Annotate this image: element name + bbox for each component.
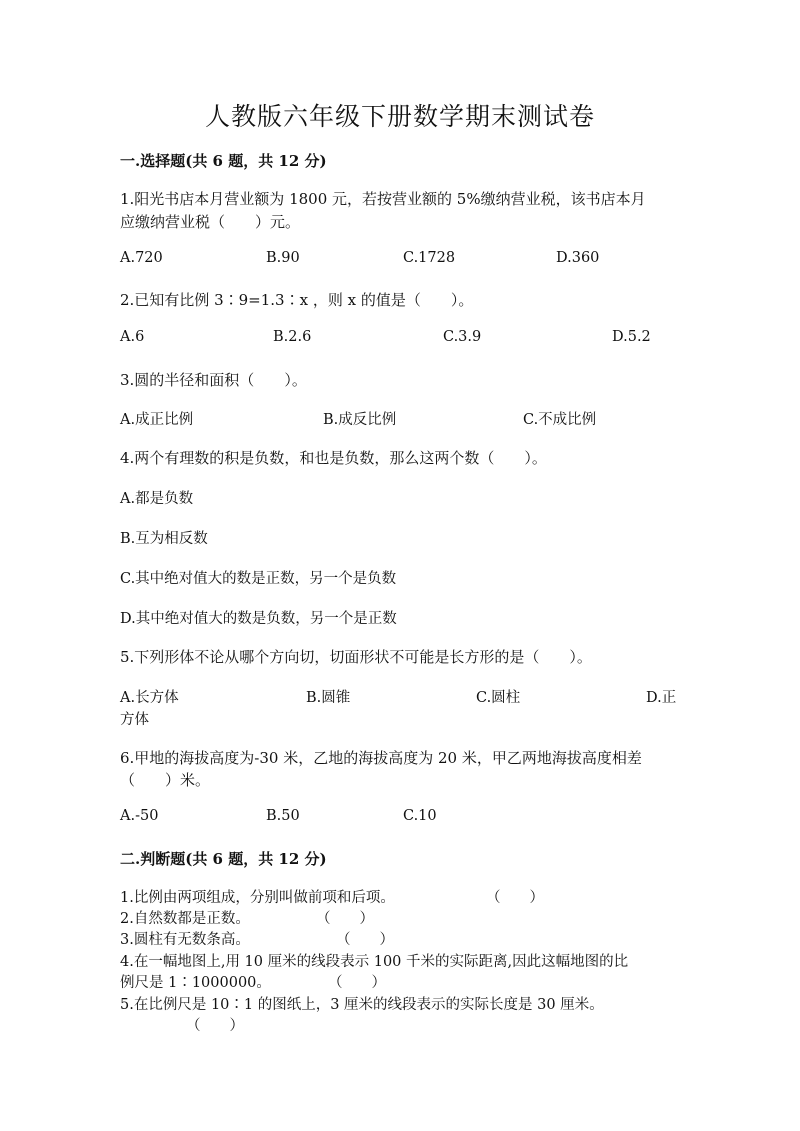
q6-option-c: C.10: [403, 808, 437, 824]
q5-option-d: D.正: [646, 690, 677, 706]
q6-option-a: A.-50: [120, 808, 159, 824]
question-6-line-2: （ ）米。: [120, 771, 211, 789]
question-6-line-1: 6.甲地的海拔高度为-30 米，乙地的海拔高度为 20 米，甲乙两地海拔高度相差: [120, 749, 642, 767]
section-heading-judgement: 二.判断题(共 6 题，共 12 分): [120, 850, 327, 868]
q1-option-c: C.1728: [403, 250, 456, 266]
tf-item-3-text: 3.圆柱有无数条高。: [120, 932, 250, 948]
q2-option-b: B.2.6: [273, 329, 312, 345]
q4-option-b: B.互为相反数: [120, 531, 208, 547]
q2-option-c: C.3.9: [443, 329, 482, 345]
question-1-line-2: 应缴纳营业税（ ）元。: [120, 213, 301, 231]
tf-item-4-text: 4.在一幅地图上,用 10 厘米的线段表示 100 千米的实际距离,因此这幅地图的比: [120, 954, 629, 970]
q3-option-b: B.成反比例: [323, 412, 397, 428]
section-heading-choice: 一.选择题(共 6 题，共 12 分): [120, 152, 327, 170]
q1-option-d: D.360: [556, 250, 600, 266]
question-2-line-1: 2.已知有比例 3∶9=1.3∶x ，则 x 的值是（ ）。: [120, 291, 474, 309]
q2-option-a: A.6: [120, 329, 145, 345]
q5-option-b: B.圆锥: [306, 690, 351, 706]
tf-item-1-text: 1.比例由两项组成，分别叫做前项和后项。: [120, 890, 395, 906]
q2-option-d: D.5.2: [612, 329, 651, 345]
q3-option-a: A.成正比例: [120, 412, 194, 428]
q1-option-a: A.720: [120, 250, 163, 266]
q3-option-c: C.不成比例: [523, 412, 597, 428]
tf-item-4-text-2: 例尺是 1∶1000000。: [120, 975, 271, 991]
question-4-line-1: 4.两个有理数的积是负数，和也是负数，那么这两个数（ ）。: [120, 449, 547, 467]
tf-item-2-blank: （ ）: [316, 911, 374, 927]
tf-item-1-blank: （ ）: [486, 890, 544, 906]
q5-option-d-wrap: 方体: [120, 712, 149, 728]
question-5-line-1: 5.下列形体不论从哪个方向切，切面形状不可能是长方形的是（ ）。: [120, 648, 592, 666]
tf-item-3-blank: （ ）: [336, 932, 394, 948]
tf-item-5-text: 5.在比例尺是 10∶1 的图纸上，3 厘米的线段表示的实际长度是 30 厘米。: [120, 997, 604, 1013]
tf-item-2-text: 2.自然数都是正数。: [120, 911, 250, 927]
page-title: 人教版六年级下册数学期末测试卷: [204, 102, 595, 131]
q1-option-b: B.90: [266, 250, 300, 266]
q4-option-d: D.其中绝对值大的数是负数，另一个是正数: [120, 611, 397, 627]
question-3-line-1: 3.圆的半径和面积（ ）。: [120, 371, 307, 389]
q4-option-c: C.其中绝对值大的数是正数，另一个是负数: [120, 571, 397, 587]
q6-option-b: B.50: [266, 808, 300, 824]
tf-item-4-blank: （ ）: [328, 975, 386, 991]
question-1-line-1: 1.阳光书店本月营业额为 1800 元，若按营业额的 5%缴纳营业税，该书店本月: [120, 190, 646, 208]
q5-option-a: A.长方体: [120, 690, 179, 706]
q5-option-c: C.圆柱: [476, 690, 521, 706]
q4-option-a: A.都是负数: [120, 491, 194, 507]
tf-item-5-blank: （ ）: [186, 1018, 244, 1034]
